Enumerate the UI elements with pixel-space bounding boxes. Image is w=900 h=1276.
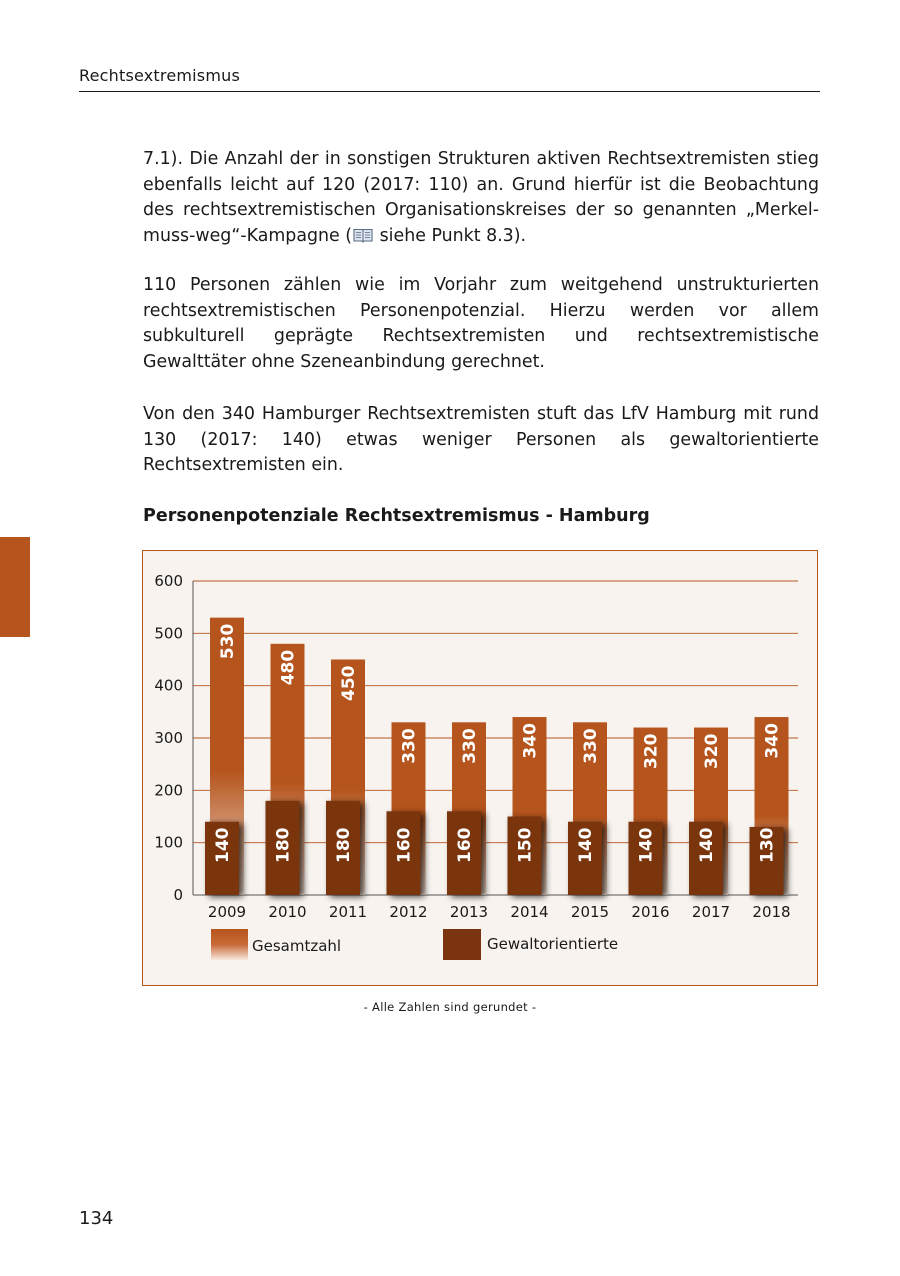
x-tick-label: 2015 — [570, 903, 610, 921]
x-tick-label: 2016 — [631, 903, 670, 921]
y-tick-label: 200 — [154, 781, 183, 800]
bar-label-gewaltorientierte: 140 — [697, 827, 717, 863]
bar-label-gesamtzahl: 320 — [702, 733, 722, 770]
y-tick-label: 500 — [154, 624, 183, 643]
bar-label-gewaltorientierte: 150 — [515, 827, 536, 863]
chapter-side-tab — [0, 537, 30, 637]
bar-label-gesamtzahl: 480 — [278, 649, 299, 686]
bar-label-gewaltorientierte: 180 — [334, 827, 354, 863]
bar-label-gewaltorientierte: 160 — [455, 827, 475, 863]
paragraph-1-text-end: siehe Punkt 8.3). — [374, 225, 527, 246]
bar-label-gesamtzahl: 330 — [460, 728, 480, 764]
paragraph-2: 110 Personen zählen wie im Vorjahr zum weitgehend unstrukturierten rechtsextremistischen Personenpotenzial. Hierzu werden vor allem subkulturell geprägte Rechtsextremisten und rechtsextremistische Gewalttäter ohne Szeneanbindung gerechnet. — [143, 275, 819, 372]
paragraph-3: Von den 340 Hamburger Rechtsextremisten stuft das LfV Hamburg mit rund 130 (2017: 140) etwas weniger Personen als gewaltorientierte Rechtsextremisten ein. — [143, 404, 819, 476]
y-tick-label: 600 — [154, 572, 183, 590]
bar-label-gewaltorientierte: 180 — [273, 827, 294, 863]
book-icon — [353, 226, 373, 252]
y-tick-label: 400 — [154, 676, 183, 695]
legend-swatch-gesamtzahl — [211, 929, 248, 960]
y-tick-label: 100 — [154, 833, 183, 852]
bar-label-gewaltorientierte: 140 — [576, 827, 596, 863]
x-tick-label: 2017 — [691, 903, 731, 921]
bar-chart — [143, 551, 819, 987]
paragraph-1 — [143, 147, 819, 251]
x-tick-label: 2012 — [389, 903, 428, 921]
chart-title: Personenpotenziale Rechtsextremismus - Hamburg — [143, 506, 650, 526]
bar-label-gesamtzahl: 340 — [762, 723, 783, 759]
x-tick-label: 2011 — [328, 903, 368, 921]
running-head: Rechtsextremismus — [79, 66, 240, 85]
paragraph-1-text: 7.1). Die Anzahl der in sonstigen Strukturen aktiven Rechtsextremisten stieg ebenfalls leicht auf 120 (2017: 110) an. Grund hierfür ist die Beobachtung des rechtsextremistischen Organisationskreises der so genannten „Merkel-muss-weg“-Kampagne ( — [143, 149, 819, 246]
x-tick-label: 2009 — [207, 903, 247, 921]
bar-label-gewaltorientierte: 140 — [636, 827, 657, 863]
legend-label-gesamtzahl: Gesamtzahl — [252, 937, 342, 955]
bar-label-gesamtzahl: 320 — [641, 733, 662, 770]
bar-label-gewaltorientierte: 160 — [394, 827, 415, 863]
legend-swatch-gewaltorientierte — [443, 929, 481, 960]
x-tick-label: 2014 — [510, 903, 549, 921]
header-rule — [79, 91, 820, 92]
bar-label-gesamtzahl: 340 — [520, 723, 541, 759]
x-tick-label: 2018 — [752, 903, 791, 921]
bar-label-gesamtzahl: 330 — [581, 728, 601, 764]
bar-label-gesamtzahl: 450 — [339, 665, 359, 701]
chart-footnote: - Alle Zahlen sind gerundet - — [363, 1000, 537, 1014]
y-tick-label: 0 — [173, 886, 183, 904]
y-tick-label: 300 — [154, 729, 183, 747]
x-tick-label: 2013 — [449, 903, 489, 921]
chart-frame — [142, 550, 818, 986]
x-tick-label: 2010 — [268, 903, 307, 921]
bar-label-gewaltorientierte: 140 — [213, 827, 233, 863]
legend-label-gewaltorientierte: Gewaltorientierte — [487, 935, 619, 953]
bar-label-gesamtzahl: 330 — [399, 728, 420, 764]
bar-label-gesamtzahl: 530 — [218, 623, 238, 660]
bar-label-gewaltorientierte: 130 — [757, 827, 778, 863]
page-number: 134 — [79, 1208, 114, 1229]
